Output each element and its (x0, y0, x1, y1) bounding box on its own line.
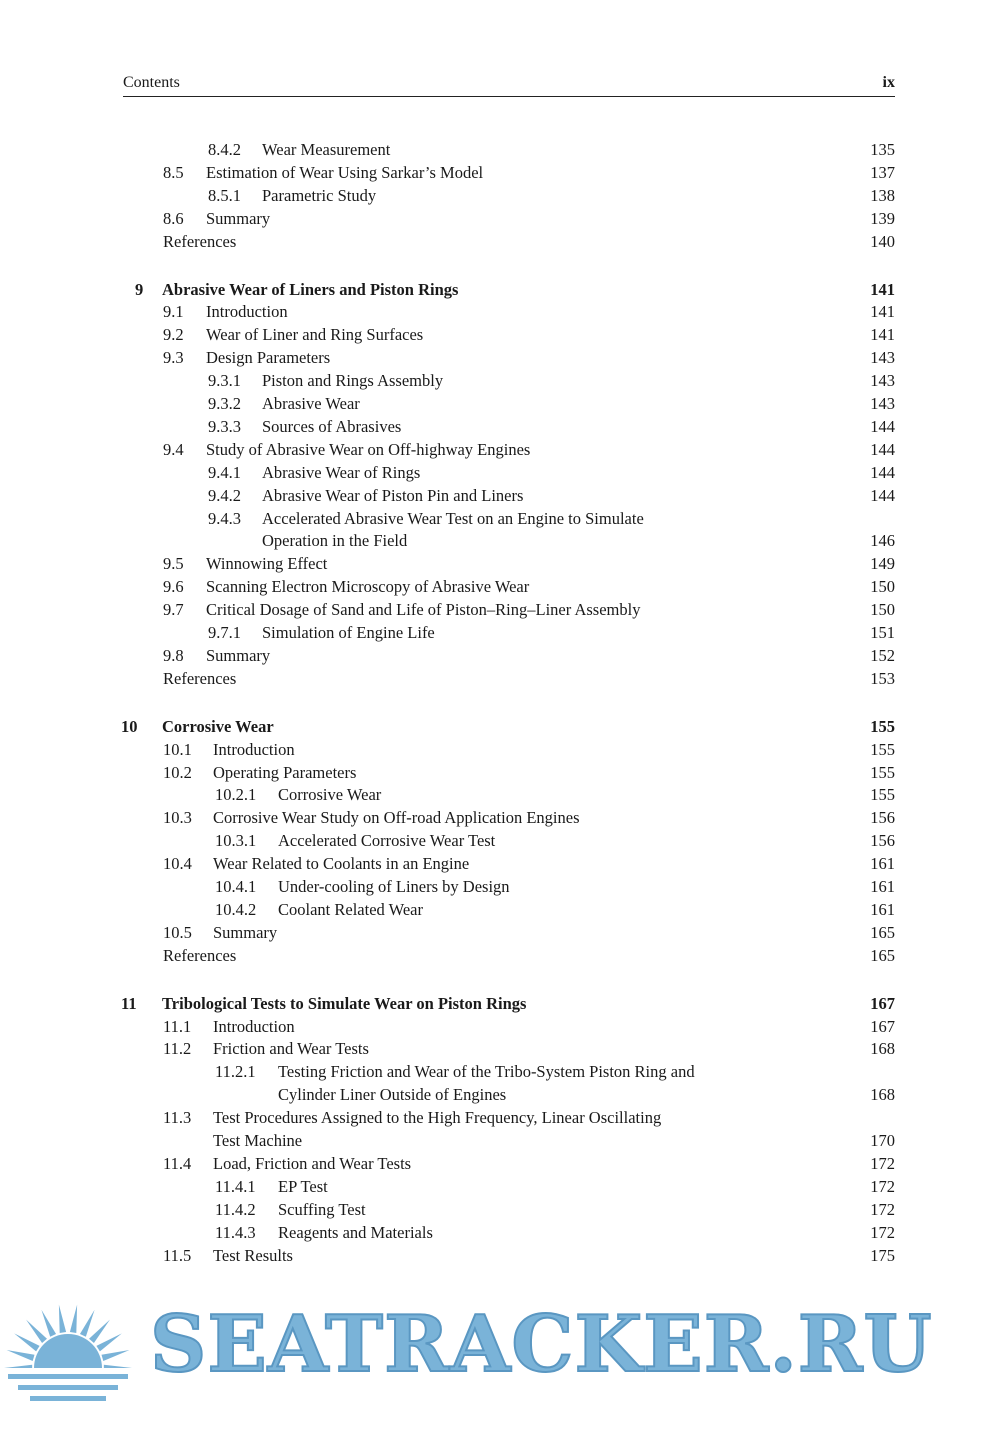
entry-title: Abrasive Wear of Piston Pin and Liners (262, 485, 524, 505)
entry-page: 144 (870, 462, 895, 482)
entry-number: 11.4.3 (215, 1222, 256, 1242)
entry-title: Under-cooling of Liners by Design (278, 877, 510, 896)
sun-ray (96, 1333, 121, 1351)
entry-title: Summary (206, 645, 271, 665)
entry-page: 170 (870, 1131, 895, 1150)
entry-title: Sources of Abrasives (262, 416, 402, 436)
entry-title: Summary (206, 208, 271, 228)
entry-number: 10.3.1 (215, 831, 257, 851)
entry-number: 11.2 (163, 1039, 192, 1059)
entry-number: 10.4.2 (215, 899, 257, 919)
entry-title: Corrosive Wear (278, 785, 382, 805)
entry-title: Corrosive Wear (162, 716, 274, 736)
entry-number: 11.5 (163, 1245, 192, 1265)
entry-title: Wear Measurement (262, 140, 391, 159)
entry-number: 9.1 (163, 302, 184, 322)
entry-page: 175 (870, 1245, 895, 1265)
entry-number: 8.5 (163, 162, 184, 182)
entry-title: Accelerated Abrasive Wear Test on an Engine to Simulate (262, 508, 644, 528)
entry-title: Introduction (213, 1016, 295, 1036)
entry-number: 10.4.1 (215, 877, 257, 896)
entry-page: 172 (870, 1199, 895, 1219)
entry-title: Friction and Wear Tests (213, 1039, 369, 1059)
entry-page: 144 (870, 485, 895, 505)
entry-number: 10 (121, 716, 138, 736)
entry-page: 155 (870, 785, 895, 805)
entry-page: 155 (870, 716, 895, 736)
entry-title: Accelerated Corrosive Wear Test (278, 831, 496, 851)
entry-number: 11.2.1 (215, 1062, 256, 1082)
entry-number: 11 (121, 993, 137, 1013)
entry-page: 161 (870, 877, 895, 896)
entry-page: 167 (870, 993, 895, 1013)
entry-page: 141 (870, 279, 895, 299)
entry-number: 9.3.3 (208, 416, 241, 436)
page-header (123, 72, 895, 97)
entry-page: 152 (870, 645, 895, 665)
entry-number: 10.5 (163, 922, 192, 942)
entry-page: 165 (870, 922, 895, 942)
entry-page: 138 (870, 185, 895, 205)
entry-title: Reagents and Materials (278, 1222, 433, 1242)
entry-title: Testing Friction and Wear of the Tribo-System Piston Ring and (278, 1062, 695, 1082)
entry-title: Parametric Study (262, 185, 377, 205)
entry-title: Introduction (213, 739, 295, 759)
sun-ray (14, 1333, 39, 1351)
entry-page: 143 (870, 371, 895, 391)
page-number: ix (882, 74, 895, 91)
entry-page: 155 (870, 739, 895, 759)
entry-page: 144 (870, 439, 895, 459)
entry-page: 149 (870, 554, 895, 574)
sun-ray (7, 1350, 35, 1361)
entry-title: Abrasive Wear (262, 394, 360, 413)
entry-page: 135 (870, 140, 895, 159)
entry-number: 11.4.1 (215, 1176, 256, 1196)
entry-page: 137 (870, 162, 895, 182)
entry-number: 10.1 (163, 739, 192, 759)
entry-number: 9.6 (163, 577, 184, 597)
entry-page: 172 (870, 1222, 895, 1242)
watermark-text: SEATRACKER.RU (150, 1299, 933, 1390)
entry-number: 11.3 (163, 1108, 192, 1128)
entry-number: 9.4.1 (208, 462, 241, 482)
entry-title: Tribological Tests to Simulate Wear on Piston Rings (162, 993, 527, 1013)
entry-page: 146 (870, 531, 895, 551)
entry-page: 150 (870, 600, 895, 620)
entry-title: Study of Abrasive Wear on Off-highway Engines (206, 439, 531, 459)
entry-title: Wear Related to Coolants in an Engine (213, 854, 470, 874)
entry-page: 172 (870, 1153, 895, 1173)
entry-number: 9.4 (163, 439, 184, 459)
entry-page: 150 (870, 577, 895, 597)
running-head: Contents (123, 74, 180, 91)
entry-title-continued: Test Machine (213, 1131, 303, 1150)
entry-title: Piston and Rings Assembly (262, 371, 444, 391)
entry-page: 151 (870, 623, 895, 642)
entry-title: Test Results (213, 1245, 293, 1265)
entry-title: Simulation of Engine Life (262, 623, 435, 642)
entry-number: 8.6 (163, 208, 184, 228)
entry-number: 9 (135, 279, 144, 299)
entry-number: 9.7 (163, 600, 184, 620)
entry-number: 8.4.2 (208, 140, 241, 159)
entry-title: Coolant Related Wear (278, 899, 423, 919)
entry-number: 9.3.1 (208, 371, 241, 391)
entry-page: 172 (870, 1176, 895, 1196)
entry-number: 8.5.1 (208, 185, 241, 205)
entry-title: Wear of Liner and Ring Surfaces (206, 325, 424, 345)
entry-page: 161 (870, 854, 895, 874)
entry-title: References (163, 231, 237, 251)
entry-page: 168 (870, 1085, 895, 1105)
entry-number: 9.8 (163, 645, 184, 665)
entry-page: 161 (870, 899, 895, 919)
entry-title: References (163, 945, 237, 965)
entry-page: 165 (870, 945, 895, 965)
entry-page: 139 (870, 208, 895, 228)
entry-title: EP Test (278, 1176, 328, 1196)
entry-title: Critical Dosage of Sand and Life of Piston–Ring–Liner Assembly (206, 600, 641, 620)
entry-page: 168 (870, 1039, 895, 1059)
sun-ray (70, 1305, 77, 1333)
entry-number: 10.2.1 (215, 785, 257, 805)
entry-page: 153 (870, 668, 895, 688)
entry-page: 144 (870, 416, 895, 436)
entry-number: 11.1 (163, 1016, 192, 1036)
entry-title: Operating Parameters (213, 762, 357, 782)
entry-title: Scanning Electron Microscopy of Abrasive Wear (206, 577, 530, 597)
entry-title: References (163, 668, 237, 688)
sun-ray (80, 1310, 95, 1337)
entry-number: 9.5 (163, 554, 184, 574)
entry-title-continued: Operation in the Field (262, 531, 408, 551)
entry-number: 9.2 (163, 325, 184, 345)
entry-page: 156 (870, 808, 895, 828)
entry-number: 9.4.3 (208, 508, 241, 528)
entry-title: Scuffing Test (278, 1199, 366, 1219)
entry-number: 10.2 (163, 762, 192, 782)
entry-number: 9.3.2 (208, 394, 241, 413)
entry-number: 10.4 (163, 854, 192, 874)
entry-title: Design Parameters (206, 348, 331, 368)
entry-title: Abrasive Wear of Liners and Piston Rings (162, 279, 459, 299)
entry-number: 11.4.2 (215, 1199, 256, 1219)
entry-page: 141 (870, 302, 895, 322)
entry-title: Test Procedures Assigned to the High Frequency, Linear Oscillating (213, 1108, 662, 1128)
entry-page: 143 (870, 348, 895, 368)
entry-number: 9.4.2 (208, 485, 241, 505)
sun-ray (26, 1320, 47, 1343)
entry-page: 140 (870, 231, 895, 251)
entry-title: Winnowing Effect (206, 554, 328, 574)
sun-ray (59, 1305, 66, 1333)
entry-title: Summary (213, 922, 278, 942)
entry-page: 155 (870, 762, 895, 782)
entry-title: Estimation of Wear Using Sarkar’s Model (206, 162, 484, 182)
sun-ray (89, 1320, 110, 1343)
entry-title: Corrosive Wear Study on Off-road Application Engines (213, 808, 580, 828)
sun-ray (41, 1310, 56, 1337)
entry-title-continued: Cylinder Liner Outside of Engines (278, 1085, 507, 1105)
entry-page: 143 (870, 394, 895, 413)
entry-number: 9.7.1 (208, 623, 241, 642)
entry-title: Abrasive Wear of Rings (262, 462, 421, 482)
entry-page: 156 (870, 831, 895, 851)
entry-title: Introduction (206, 302, 288, 322)
entry-page: 167 (870, 1016, 895, 1036)
entry-number: 9.3 (163, 348, 184, 368)
entry-title: Load, Friction and Wear Tests (213, 1153, 412, 1173)
sun-ray (101, 1350, 129, 1361)
entry-page: 141 (870, 325, 895, 345)
entry-number: 10.3 (163, 808, 192, 828)
entry-number: 11.4 (163, 1153, 192, 1173)
